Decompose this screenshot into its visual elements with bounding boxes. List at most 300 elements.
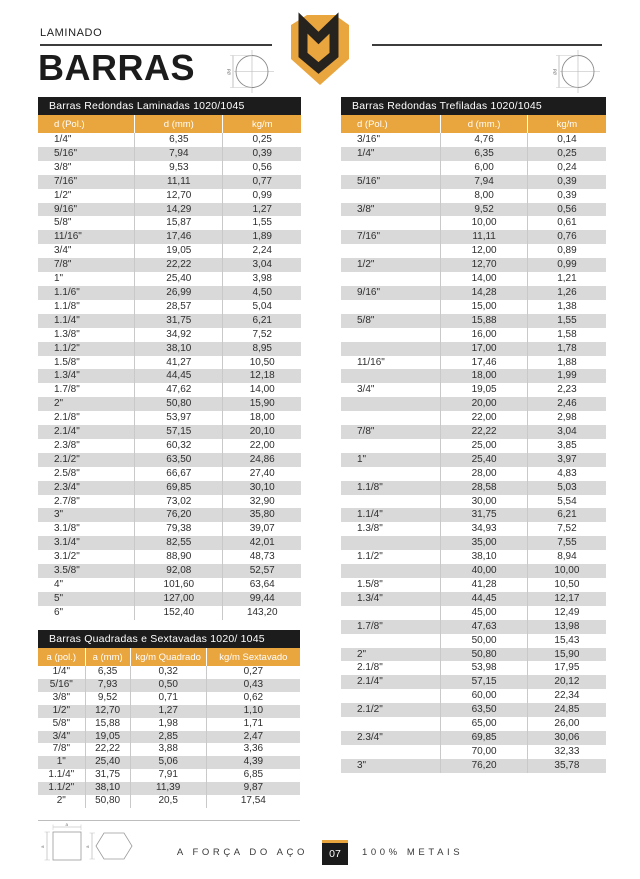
table-cell: 60,32 [135, 439, 223, 453]
table-row [341, 661, 606, 675]
table-cell: 60,00 [441, 689, 528, 703]
table-row [38, 272, 301, 286]
table-cell: 5/8" [38, 718, 85, 731]
table-cell: 35,78 [554, 759, 580, 771]
table-cell: 53,97 [135, 411, 223, 425]
table-row [341, 495, 606, 509]
table-cell: 17,95 [554, 662, 580, 674]
table-cell: 1.1/4" [38, 314, 135, 328]
table-cell: 3/16" [341, 133, 441, 147]
header-divider-right [372, 44, 602, 46]
table-cell: 1" [341, 453, 441, 467]
table-row [38, 467, 301, 481]
table-row [38, 314, 301, 328]
square-dim-label-top: a [65, 822, 69, 827]
table-cell: 63,50 [441, 703, 528, 717]
quadradas-data-table [38, 648, 300, 808]
column-header: a (pol.) [38, 648, 85, 666]
table-cell: 5,03 [557, 481, 577, 493]
table-cell: 25,40 [441, 453, 528, 467]
table-cell: 88,90 [135, 550, 223, 564]
table-row [341, 244, 606, 258]
table-row [38, 536, 301, 550]
table-cell: 0,39 [252, 147, 272, 159]
table-cell: 1.3/8" [38, 328, 135, 342]
table-cell: 99,44 [249, 592, 275, 604]
table-cell: 50,80 [441, 648, 528, 662]
table-cell: 38,10 [135, 342, 223, 356]
table-cell: 11,39 [130, 782, 206, 795]
table-cell: 5/16" [38, 147, 135, 161]
table-cell: 15,87 [135, 216, 223, 230]
table-row [341, 175, 606, 189]
table-cell: 28,58 [441, 481, 528, 495]
table-cell: 17,54 [240, 795, 266, 807]
table-cell: 20,00 [441, 397, 528, 411]
table-cell: 82,55 [135, 536, 223, 550]
table-row [38, 411, 301, 425]
table-cell: 2.1/2" [38, 453, 135, 467]
page-number-badge: 07 [322, 840, 348, 865]
table-cell [341, 189, 441, 203]
table-cell: 1.1/2" [38, 782, 85, 795]
table-cell: 1.1/4" [38, 769, 85, 782]
table-cell: 2.1/8" [341, 661, 441, 675]
table-cell: 6,35 [135, 133, 223, 147]
table-cell: 5,06 [130, 756, 206, 769]
table-cell: 6,00 [441, 161, 528, 175]
table-header-row [341, 115, 606, 133]
round-bar-diagram-icon [553, 50, 600, 98]
table-row [341, 648, 606, 662]
table-row [341, 689, 606, 703]
table-cell: 2.7/8" [38, 495, 135, 509]
table-row [38, 189, 301, 203]
table-cell: 9/16" [38, 203, 135, 217]
table-cell: 5,54 [557, 495, 577, 507]
table-cell: 15,90 [554, 648, 580, 660]
table-cell: 26,99 [135, 286, 223, 300]
table-cell: 1,55 [252, 217, 272, 229]
table-cell: 9,87 [243, 782, 264, 794]
table-row [341, 467, 606, 481]
table-cell: 10,50 [249, 356, 275, 368]
table-cell [341, 536, 441, 550]
table-cell: 1.1/2" [341, 550, 441, 564]
table-cell: 42,01 [249, 537, 275, 549]
table-cell: 1.1/6" [38, 286, 135, 300]
table-cell: 50,80 [85, 795, 130, 808]
column-header: kg/m Sextavado [219, 651, 288, 663]
table-row [341, 328, 606, 342]
table-cell: 1/2" [38, 705, 85, 718]
table-cell: 5,04 [252, 300, 272, 312]
table-row [38, 743, 300, 756]
table-cell: 1,99 [557, 370, 577, 382]
table-cell: 152,40 [135, 606, 223, 620]
table-row [38, 679, 300, 692]
table-row [38, 481, 301, 495]
table-cell: 24,85 [554, 704, 580, 716]
table-cell: 3/8" [341, 203, 441, 217]
table-cell: 1,27 [130, 705, 206, 718]
table-row [38, 161, 301, 175]
table-title: Barras Redondas Laminadas 1020/1045 [38, 97, 301, 115]
table-cell: 18,00 [249, 412, 275, 424]
table-row [341, 508, 606, 522]
table-row [38, 230, 301, 244]
table-cell: 7,94 [135, 147, 223, 161]
table-cell: 1.3/8" [341, 522, 441, 536]
table-cell [341, 745, 441, 759]
table-cell: 0,99 [252, 189, 272, 201]
table-cell: 6,21 [557, 509, 577, 521]
table-cell: 1.3/4" [341, 592, 441, 606]
table-row [341, 481, 606, 495]
table-cell: 16,00 [441, 328, 528, 342]
table-cell: 1,38 [557, 300, 577, 312]
table-cell: 76,20 [135, 508, 223, 522]
table-cell [341, 161, 441, 175]
footer-slogan-right: 100% METAIS [361, 847, 464, 858]
table-cell: 0,99 [557, 259, 577, 271]
table-cell: 18,00 [441, 369, 528, 383]
table-row [341, 356, 606, 370]
column-header: kg/m [556, 118, 578, 130]
table-cell: 19,05 [441, 383, 528, 397]
table-cell: 2,85 [130, 731, 206, 744]
table-cell: 5/16" [341, 175, 441, 189]
table-cell: 12,70 [85, 705, 130, 718]
table-cell [341, 495, 441, 509]
table-cell: 12,70 [441, 258, 528, 272]
table-cell: 32,33 [554, 745, 580, 757]
table-cell: 14,00 [441, 272, 528, 286]
table-row [341, 536, 606, 550]
table-cell: 12,17 [554, 592, 580, 604]
table-cell: 0,27 [243, 666, 264, 677]
table-cell: 1,78 [557, 342, 577, 354]
table-cell: 3,97 [557, 453, 577, 465]
table-row [38, 203, 301, 217]
table-cell: 6,85 [243, 769, 264, 781]
table-cell: 4,76 [441, 133, 528, 147]
table-cell: 52,57 [249, 565, 275, 577]
table-cell: 0,32 [130, 666, 206, 679]
table-cell [341, 564, 441, 578]
table-cell: 22,34 [554, 690, 580, 702]
table-cell: 7/8" [38, 743, 85, 756]
table-cell: 15,88 [441, 314, 528, 328]
table-row [38, 782, 300, 795]
table-cell: 24,86 [249, 453, 275, 465]
table-cell: 0,25 [557, 147, 577, 159]
table-cell: 39,07 [249, 523, 275, 535]
table-cell: 1,71 [243, 717, 264, 729]
table-row [38, 175, 301, 189]
table-cell: 3.1/4" [38, 536, 135, 550]
table-cell [341, 467, 441, 481]
table-cell [341, 272, 441, 286]
table-cell: 0,76 [557, 231, 577, 243]
table-cell: 19,05 [85, 731, 130, 744]
table-cell: 8,95 [252, 342, 272, 354]
table-cell: 11/16" [341, 356, 441, 370]
table-cell: 2.1/8" [38, 411, 135, 425]
table-cell: 2,23 [557, 384, 577, 396]
table-cell: 76,20 [441, 759, 528, 773]
table-cell: 1" [38, 756, 85, 769]
table-row [38, 328, 301, 342]
table-cell: 2.1/4" [38, 425, 135, 439]
table-cell: 9/16" [341, 286, 441, 300]
table-cell: 57,15 [441, 675, 528, 689]
table-cell: 5/8" [341, 314, 441, 328]
table-cell: 31,75 [85, 769, 130, 782]
table-cell: 69,85 [135, 481, 223, 495]
table-cell: 8,00 [441, 189, 528, 203]
table-cell: 3.1/8" [38, 522, 135, 536]
table-cell: 3,04 [252, 259, 272, 271]
table-cell: 57,15 [135, 425, 223, 439]
table-cell: 53,98 [441, 661, 528, 675]
table-cell: 31,75 [135, 314, 223, 328]
table-cell [341, 300, 441, 314]
table-trefiladas [341, 97, 606, 773]
table-quadradas [38, 630, 300, 808]
table-row [341, 258, 606, 272]
table-row [38, 258, 301, 272]
table-cell: 12,18 [249, 370, 275, 382]
round-bar-diagram-icon [227, 50, 274, 98]
table-cell: 1" [38, 272, 135, 286]
table-row [341, 592, 606, 606]
table-cell [341, 411, 441, 425]
table-cell: 1.7/8" [341, 620, 441, 634]
table-row [38, 692, 300, 705]
table-cell: 2,24 [252, 245, 272, 257]
table-cell: 30,10 [249, 481, 275, 493]
table-title: Barras Redondas Trefiladas 1020/1045 [341, 97, 606, 115]
table-cell: 25,00 [441, 439, 528, 453]
table-cell: 0,24 [557, 161, 577, 173]
table-cell: 1/4" [38, 666, 85, 679]
table-cell: 10,00 [441, 216, 528, 230]
table-cell: 1,89 [252, 231, 272, 243]
table-cell: 0,50 [130, 679, 206, 692]
table-row [38, 592, 301, 606]
table-row [341, 286, 606, 300]
table-cell: 12,70 [135, 189, 223, 203]
table-cell: 31,75 [441, 508, 528, 522]
table-cell: 22,00 [249, 439, 275, 451]
table-cell: 1/4" [341, 147, 441, 161]
table-row [341, 383, 606, 397]
table-cell: 13,98 [554, 620, 580, 632]
table-cell: 1.1/4" [341, 508, 441, 522]
table-row [341, 620, 606, 634]
table-cell: 41,28 [441, 578, 528, 592]
table-cell: 0,62 [243, 691, 264, 703]
table-cell: 92,08 [135, 564, 223, 578]
table-cell: 15,88 [85, 718, 130, 731]
table-cell: 4" [38, 578, 135, 592]
table-row [341, 397, 606, 411]
page-title: BARRAS [38, 47, 196, 88]
table-row [341, 369, 606, 383]
table-row [38, 300, 301, 314]
table-laminadas [38, 97, 301, 620]
table-cell [341, 216, 441, 230]
table-cell: 0,71 [130, 692, 206, 705]
table-cell [341, 244, 441, 258]
round-diagram-dim-label: Ød [227, 68, 232, 75]
table-row [38, 795, 300, 808]
table-cell [341, 689, 441, 703]
table-row [341, 161, 606, 175]
table-row [38, 606, 301, 620]
table-row [38, 705, 300, 718]
table-cell: 9,52 [441, 203, 528, 217]
table-row [38, 508, 301, 522]
table-cell: 11/16" [38, 230, 135, 244]
table-cell: 127,00 [135, 592, 223, 606]
section-label: LAMINADO [40, 27, 103, 39]
table-cell: 17,00 [441, 342, 528, 356]
table-cell: 1/4" [38, 133, 135, 147]
table-cell: 28,57 [135, 300, 223, 314]
table-cell: 0,43 [243, 678, 264, 690]
table-cell: 47,63 [441, 620, 528, 634]
table-cell: 2.1/4" [341, 675, 441, 689]
hex-dim-label-left: a [85, 845, 90, 848]
table-cell: 14,28 [441, 286, 528, 300]
table-cell: 0,89 [557, 245, 577, 257]
table-cell: 11,11 [441, 230, 528, 244]
table-row [38, 244, 301, 258]
table-cell: 7,52 [252, 328, 272, 340]
table-cell: 7/8" [38, 258, 135, 272]
table-cell: 6,21 [252, 314, 272, 326]
table-row [38, 216, 301, 230]
table-cell: 3,98 [252, 273, 272, 285]
table-cell: 28,00 [441, 467, 528, 481]
table-cell: 14,00 [249, 384, 275, 396]
table-cell: 0,61 [557, 217, 577, 229]
table-row [341, 189, 606, 203]
table-row [341, 203, 606, 217]
table-cell: 19,05 [135, 244, 223, 258]
table-cell: 79,38 [135, 522, 223, 536]
table-cell: 0,56 [557, 203, 577, 215]
table-cell: 3/4" [38, 731, 85, 744]
table-header-row [38, 648, 300, 666]
table-cell [341, 369, 441, 383]
table-title: Barras Quadradas e Sextavadas 1020/ 1045 [38, 630, 300, 648]
table-cell: 6" [38, 606, 135, 620]
table-cell: 3,85 [557, 439, 577, 451]
table-cell: 0,39 [557, 189, 577, 201]
table-cell: 12,00 [441, 244, 528, 258]
table-cell: 63,64 [249, 579, 275, 590]
table-row [38, 286, 301, 300]
table-cell: 15,00 [441, 300, 528, 314]
header-divider-left [40, 44, 272, 46]
table-cell: 63,50 [135, 453, 223, 467]
table-cell: 1.7/8" [38, 383, 135, 397]
table-cell: 2.5/8" [38, 467, 135, 481]
table-cell [341, 328, 441, 342]
table-cell: 2.3/4" [341, 731, 441, 745]
table-cell: 40,00 [441, 564, 528, 578]
column-header: d (mm) [135, 115, 223, 133]
table-cell: 3" [38, 508, 135, 522]
table-cell: 6,35 [441, 147, 528, 161]
laminadas-data-table [38, 115, 301, 620]
table-row [341, 342, 606, 356]
table-row [38, 550, 301, 564]
table-cell: 27,40 [249, 467, 275, 479]
table-cell: 1.1/8" [341, 481, 441, 495]
table-cell: 35,80 [249, 509, 275, 521]
table-cell: 3" [341, 759, 441, 773]
table-row [38, 133, 301, 147]
column-header: d (mm.) [441, 115, 528, 133]
table-cell: 5/16" [38, 679, 85, 692]
table-cell: 25,40 [135, 272, 223, 286]
table-cell: 2,46 [557, 398, 577, 410]
table-cell: 47,62 [135, 383, 223, 397]
table-row [38, 769, 300, 782]
table-cell: 6,35 [85, 666, 130, 679]
table-cell: 65,00 [441, 717, 528, 731]
column-header: kg/m [251, 118, 273, 130]
table-cell: 12,49 [554, 606, 580, 618]
table-cell: 1,27 [252, 203, 272, 215]
table-cell: 14,29 [135, 203, 223, 217]
table-cell [341, 717, 441, 731]
table-cell: 7,55 [557, 537, 577, 549]
table-row [38, 383, 301, 397]
table-cell: 15,43 [554, 634, 580, 646]
table-row [38, 495, 301, 509]
table-cell: 45,00 [441, 606, 528, 620]
table-row [38, 369, 301, 383]
table-cell: 1/2" [38, 189, 135, 203]
table-row [38, 397, 301, 411]
table-row [341, 550, 606, 564]
table-cell: 4,50 [252, 286, 272, 298]
table-cell: 41,27 [135, 356, 223, 370]
table-cell: 10,00 [554, 565, 580, 577]
table-cell: 26,00 [554, 718, 580, 730]
table-row [38, 731, 300, 744]
table-cell: 1.3/4" [38, 369, 135, 383]
table-row [341, 314, 606, 328]
table-cell: 22,22 [135, 258, 223, 272]
table-cell: 3/4" [341, 383, 441, 397]
table-cell: 0,56 [252, 161, 272, 173]
table-row [341, 522, 606, 536]
table-cell: 2.3/8" [38, 439, 135, 453]
table-row [38, 564, 301, 578]
table-cell: 3.5/8" [38, 564, 135, 578]
table-cell: 50,00 [441, 634, 528, 648]
trefiladas-data-table [341, 115, 606, 773]
table-cell: 50,80 [135, 397, 223, 411]
table-cell: 0,25 [252, 134, 272, 145]
table-cell: 17,46 [135, 230, 223, 244]
